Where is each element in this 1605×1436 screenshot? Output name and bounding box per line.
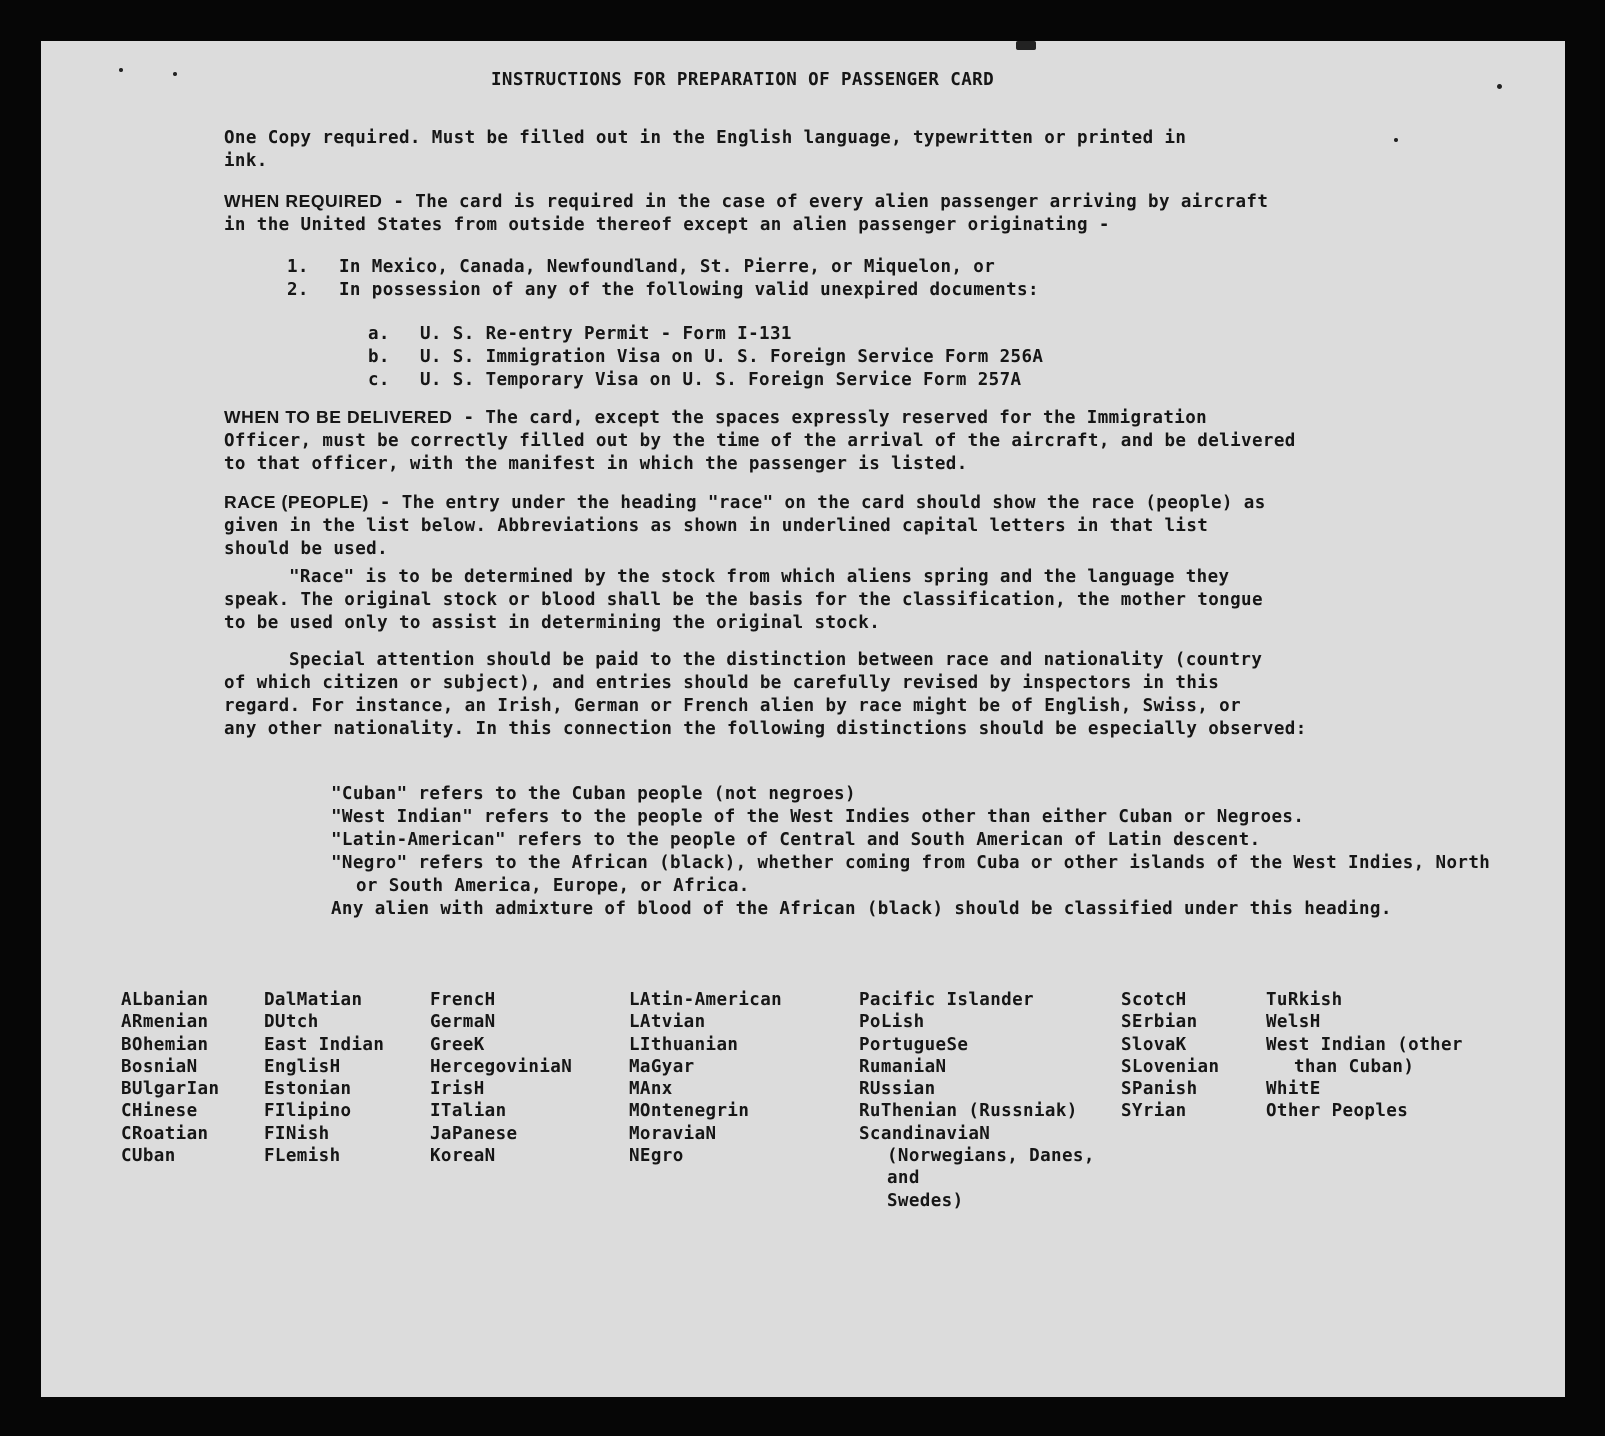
race-item: FLemish bbox=[264, 1146, 341, 1167]
race-item: FIlipino bbox=[264, 1101, 352, 1122]
race-item: RuThenian (Russniak) bbox=[859, 1101, 1078, 1122]
race-item: CRoatian bbox=[121, 1123, 209, 1144]
list-item: "Latin-American" refers to the people of Central and South American of Latin descent. bbox=[331, 830, 1261, 850]
page-title: INSTRUCTIONS FOR PREPARATION OF PASSENGER CARD bbox=[491, 70, 995, 90]
race-item: ITalian bbox=[430, 1101, 507, 1122]
race-column bbox=[264, 989, 384, 1167]
race-item: SErbian bbox=[1121, 1012, 1198, 1033]
when-required-text: - The card is required in the case of every alien passenger arriving by aircraft in the United States from outside thereof except an alien passenger originating - bbox=[224, 192, 1269, 235]
documents-list bbox=[368, 323, 1043, 392]
speck bbox=[119, 68, 123, 72]
speck bbox=[1016, 41, 1036, 50]
document-page bbox=[41, 41, 1565, 1397]
speck bbox=[173, 72, 177, 76]
race-definition-text: "Race" is to be determined by the stock from which aliens spring and the language they speak. The original stock or blood shall be the basis for the classification, the mother tongue to be used only to assist in determining the original stock. bbox=[224, 567, 1263, 633]
race-item: BOhemian bbox=[121, 1034, 209, 1055]
race-item: KoreaN bbox=[430, 1146, 496, 1167]
race-column bbox=[859, 989, 1132, 1212]
race-item: East Indian bbox=[264, 1034, 385, 1055]
race-item: Pacific Islander bbox=[859, 990, 1034, 1010]
when-delivered-label: WHEN TO BE DELIVERED bbox=[224, 407, 453, 427]
race-paragraph bbox=[224, 491, 1266, 561]
race-item: BUlgarIan bbox=[121, 1079, 220, 1100]
when-delivered-paragraph bbox=[224, 406, 1296, 476]
list-item bbox=[287, 256, 1039, 279]
race-item: ScotcH bbox=[1121, 990, 1187, 1010]
list-letter: c. bbox=[368, 370, 390, 390]
race-item: MOntenegrin bbox=[629, 1101, 750, 1122]
list-item: "Negro" refers to the African (black), whether coming from Cuba or other islands of the West Indies, North or South America, Europe, or Africa. bbox=[331, 853, 1491, 896]
list-item bbox=[287, 279, 1039, 302]
race-label: RACE (PEOPLE) bbox=[224, 492, 369, 512]
race-item: GreeK bbox=[430, 1034, 485, 1055]
race-column bbox=[430, 989, 572, 1167]
race-item: PortugueSe bbox=[859, 1034, 969, 1055]
list-item: Any alien with admixture of blood of the African (black) should be classified under this heading. bbox=[331, 899, 1392, 919]
race-item: BosniaN bbox=[121, 1056, 198, 1077]
when-required-label: WHEN REQUIRED bbox=[224, 191, 383, 211]
list-number: 2. bbox=[287, 280, 309, 300]
race-item: DUtch bbox=[264, 1012, 319, 1033]
race-item: ARmenian bbox=[121, 1012, 209, 1033]
list-text: In Mexico, Canada, Newfoundland, St. Pierre, or Miquelon, or bbox=[339, 257, 996, 277]
race-item: JaPanese bbox=[430, 1123, 518, 1144]
list-item: "Cuban" refers to the Cuban people (not negroes) bbox=[331, 784, 856, 804]
list-text: U. S. Immigration Visa on U. S. Foreign Service Form 256A bbox=[420, 347, 1044, 367]
when-delivered-text: - The card, except the spaces expressly reserved for the Immigration Officer, must be correctly filled out by the time of the arrival of the aircraft, and be delivered to that officer, with the manifest in which the passenger is listed. bbox=[224, 408, 1296, 474]
race-item: EnglisH bbox=[264, 1056, 341, 1077]
race-column bbox=[629, 989, 782, 1167]
race-column bbox=[1121, 989, 1219, 1123]
race-column bbox=[1266, 989, 1463, 1123]
race-item: West Indian (other than Cuban) bbox=[1266, 1034, 1463, 1077]
race-item: DalMatian bbox=[264, 990, 363, 1010]
list-text: U. S. Temporary Visa on U. S. Foreign Service Form 257A bbox=[420, 370, 1022, 390]
race-item: WhitE bbox=[1266, 1079, 1321, 1100]
race-item: CHinese bbox=[121, 1101, 198, 1122]
list-number: 1. bbox=[287, 257, 309, 277]
race-item: FrencH bbox=[430, 990, 496, 1010]
list-letter: b. bbox=[368, 347, 390, 367]
special-attention-paragraph bbox=[224, 649, 1307, 741]
race-text: - The entry under the heading "race" on the card should show the race (people) as given in the list below. Abbreviations as shown in underlined capital letters in that list should be used. bbox=[224, 493, 1266, 559]
race-item: CUban bbox=[121, 1146, 176, 1167]
speck bbox=[1497, 84, 1502, 89]
race-item: TuRkish bbox=[1266, 990, 1343, 1010]
race-column bbox=[121, 989, 219, 1167]
race-item: PoLish bbox=[859, 1012, 925, 1033]
list-letter: a. bbox=[368, 324, 390, 344]
race-item: LIthuanian bbox=[629, 1034, 739, 1055]
list-item bbox=[368, 346, 1043, 369]
race-item: ALbanian bbox=[121, 990, 209, 1010]
intro-paragraph: One Copy required. Must be filled out in the English language, typewritten or printed in ink. bbox=[224, 128, 1187, 171]
race-item: MoraviaN bbox=[629, 1123, 717, 1144]
race-item: SLovenian bbox=[1121, 1056, 1220, 1077]
race-item: FINish bbox=[264, 1123, 330, 1144]
race-item: MAnx bbox=[629, 1079, 673, 1100]
race-item: RumaniaN bbox=[859, 1056, 947, 1077]
race-item: SlovaK bbox=[1121, 1034, 1187, 1055]
race-definition-paragraph bbox=[224, 566, 1263, 635]
list-item: "West Indian" refers to the people of the West Indies other than either Cuban or Negroes. bbox=[331, 807, 1305, 827]
race-item: SPanish bbox=[1121, 1079, 1198, 1100]
speck bbox=[1394, 138, 1398, 142]
race-item: IrisH bbox=[430, 1079, 485, 1100]
list-item bbox=[368, 323, 1043, 346]
race-item: MaGyar bbox=[629, 1056, 695, 1077]
distinctions-list bbox=[331, 783, 1506, 921]
race-item: WelsH bbox=[1266, 1012, 1321, 1033]
special-attention-text: Special attention should be paid to the distinction between race and nationality (country of which citizen or subject), and entries should be carefully revised by inspectors in this regard. For instance, an Irish, German or French alien by race might be of English, Swiss, or any other nationality. In this connection the following distinctions should be especially observed: bbox=[224, 650, 1307, 739]
race-item: ScandinaviaN (Norwegians, Danes, and Swedes) bbox=[859, 1123, 1095, 1211]
race-item: NEgro bbox=[629, 1146, 684, 1167]
conditions-list bbox=[287, 256, 1039, 302]
list-item bbox=[368, 369, 1043, 392]
list-text: In possession of any of the following valid unexpired documents: bbox=[339, 280, 1039, 300]
race-item: LAtvian bbox=[629, 1012, 706, 1033]
race-item: RUssian bbox=[859, 1079, 936, 1100]
list-text: U. S. Re-entry Permit - Form I-131 bbox=[420, 324, 792, 344]
race-item: LAtin-American bbox=[629, 990, 783, 1010]
race-item: HercegoviniaN bbox=[430, 1056, 573, 1077]
race-item: GermaN bbox=[430, 1012, 496, 1033]
when-required-paragraph bbox=[224, 190, 1268, 237]
race-item: Estonian bbox=[264, 1079, 352, 1100]
race-item: SYrian bbox=[1121, 1101, 1187, 1122]
race-item: Other Peoples bbox=[1266, 1101, 1409, 1122]
